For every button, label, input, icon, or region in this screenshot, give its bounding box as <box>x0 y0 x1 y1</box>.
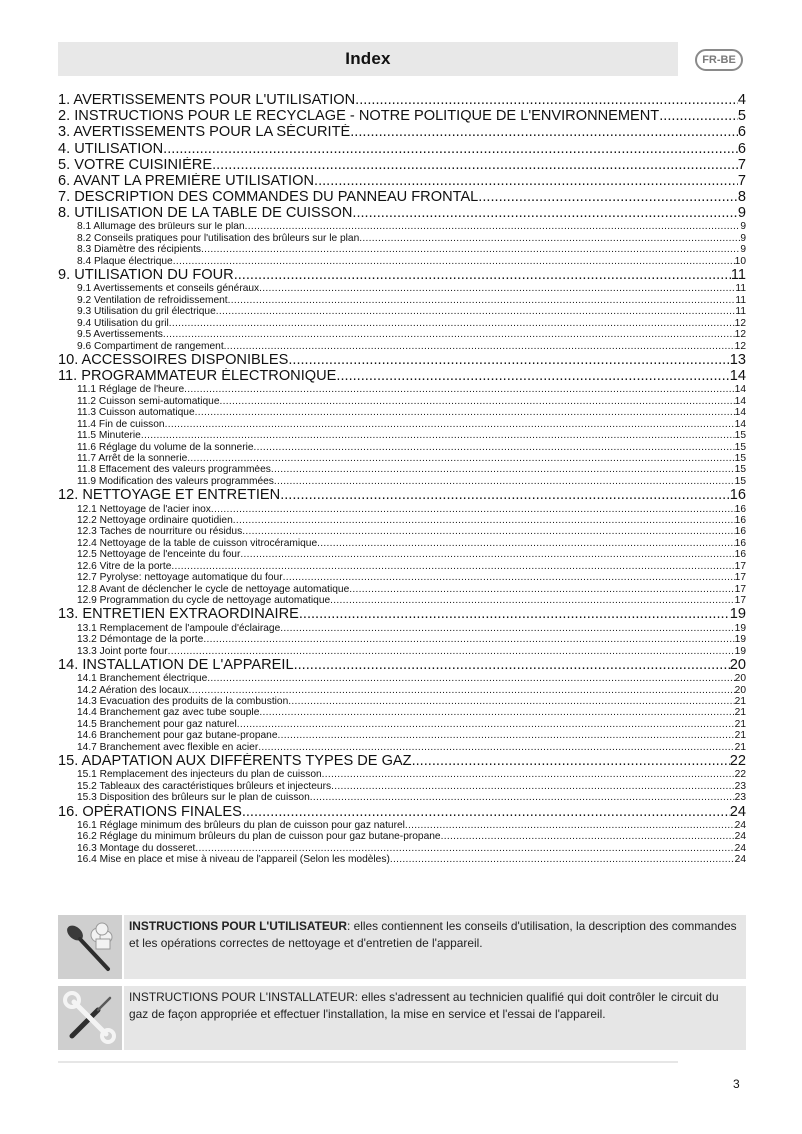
toc-dot-leader <box>173 256 735 267</box>
spoon-chef-icon <box>58 915 122 979</box>
toc-dot-leader <box>288 696 734 707</box>
toc-page-number: 5 <box>737 108 746 125</box>
toc-dot-leader <box>274 476 735 487</box>
toc-entry-title: 15.3 Disposition des brûleurs sur le plan de cuisson <box>77 792 310 804</box>
toc-entry-title: 7. DESCRIPTION DES COMMANDES DU PANNEAU FRONTAL <box>58 189 479 206</box>
toc-section <box>58 538 746 549</box>
toc-section <box>58 730 746 741</box>
user-instructions-note <box>58 915 746 979</box>
toc-section <box>58 843 746 854</box>
toc-entry-title: 11.4 Fin de cuisson <box>77 418 165 430</box>
toc-section <box>58 673 746 684</box>
toc-entry-title: 13.3 Joint porte four <box>77 645 168 657</box>
toc-chapter <box>58 92 746 108</box>
toc-dot-leader <box>242 804 730 820</box>
toc-section <box>58 233 746 244</box>
toc-entry-title: 15.1 Remplacement des injecteurs du plan de cuisson <box>77 769 322 781</box>
toc-section <box>58 572 746 583</box>
toc-page-number: 17 <box>734 595 746 607</box>
toc-entry-title: 12.7 Pyrolyse: nettoyage automatique du four <box>77 572 283 584</box>
toc-entry-title: 13.2 Démontage de la porte <box>77 634 204 646</box>
toc-entry-title: 14.3 Évacuation des produits de la combustion <box>77 696 289 708</box>
toc-entry-title: 16.2 Réglage du minimum brûleurs du plan de cuisson pour gaz butane-propane <box>77 831 441 843</box>
toc-page-number: 15 <box>734 475 746 487</box>
toc-dot-leader <box>405 820 735 831</box>
toc-page-number: 7 <box>737 156 746 173</box>
toc-dot-leader <box>169 318 735 329</box>
toc-page-number: 10 <box>734 255 746 267</box>
toc-entry-title: 12.8 Avant de déclencher le cycle de nettoyage automatique <box>77 583 350 595</box>
toc-dot-leader <box>441 831 735 842</box>
toc-dot-leader <box>216 306 736 317</box>
toc-entry-title: 16.1 Réglage minimum des brûleurs du plan de cuisson pour gaz naturel <box>77 819 405 831</box>
toc-page-number: 16 <box>734 549 746 561</box>
toc-entry-title: 9.1 Avertissements et conseils généraux <box>77 283 260 295</box>
toc-page-number: 12 <box>734 340 746 352</box>
toc-page-number: 21 <box>734 741 746 753</box>
toc-entry-title: 12.4 Nettoyage de la table de cuisson vitrocéramique <box>77 537 318 549</box>
toc-page-number: 21 <box>734 696 746 708</box>
toc-page-number: 11 <box>735 283 746 295</box>
toc-section <box>58 820 746 831</box>
toc-section <box>58 442 746 453</box>
toc-section <box>58 549 746 560</box>
toc-page-number: 14 <box>734 395 746 407</box>
toc-entry-title: 13.1 Remplacement de l'ampoule d'éclairage <box>77 622 281 634</box>
toc-section <box>58 854 746 865</box>
toc-section <box>58 719 746 730</box>
toc-chapter <box>58 487 746 503</box>
toc-entry-title: 15.2 Tableaux des caractéristiques brûleurs et injecteurs <box>77 780 332 792</box>
toc-dot-leader <box>203 634 734 645</box>
toc-page-number: 16 <box>734 503 746 515</box>
toc-page-number: 20 <box>734 684 746 696</box>
user-instructions-body: : elles contiennent les conseils d'utilisation, la description des commandes et les opérations correctes de nettoyage et d'entretien de l'appareil. <box>129 919 737 950</box>
toc-entry-title: 14.1 Branchement électrique <box>77 673 208 685</box>
toc-section <box>58 696 746 707</box>
toc-page-number: 19 <box>729 606 746 623</box>
toc-dot-leader <box>211 504 735 515</box>
toc-chapter <box>58 141 746 157</box>
toc-section <box>58 781 746 792</box>
toc-dot-leader <box>163 141 738 157</box>
toc-page-number: 20 <box>729 657 746 673</box>
page-title: Index <box>345 49 391 68</box>
toc-section <box>58 306 746 317</box>
toc-dot-leader <box>280 487 730 503</box>
toc-entry-title: 11.8 Effacement des valeurs programmées <box>77 464 271 476</box>
toc-section <box>58 623 746 634</box>
toc-section <box>58 595 746 606</box>
installer-instructions-text: INSTRUCTIONS POUR L'INSTALLATEUR: elles s'adressent au technicien qualifié qui doit contrôler le circuit du gaz de façon appropriée et effectuer l'installation, la mise en service et l'essai de l'appareil. <box>124 986 746 1050</box>
toc-dot-leader <box>195 843 734 854</box>
toc-section <box>58 561 746 572</box>
toc-dot-leader <box>245 222 741 233</box>
toc-entry-title: 9.4 Utilisation du gril <box>77 317 169 329</box>
toc-section <box>58 685 746 696</box>
toc-page-number: 7 <box>737 172 746 189</box>
toc-section <box>58 634 746 645</box>
toc-page-number: 21 <box>734 718 746 730</box>
toc-page-number: 24 <box>734 831 746 843</box>
toc-page-number: 24 <box>734 819 746 831</box>
toc-section <box>58 329 746 340</box>
toc-dot-leader <box>228 295 736 306</box>
toc-section <box>58 283 746 294</box>
toc-dot-leader <box>234 267 731 283</box>
toc-dot-leader <box>355 92 738 108</box>
toc-dot-leader <box>299 607 730 623</box>
toc-entry-title: 13. ENTRETIEN EXTRAORDINAIRE <box>58 606 299 623</box>
toc-chapter <box>58 753 746 769</box>
toc-entry-title: 12.1 Nettoyage de l'acier inox <box>77 503 211 515</box>
toc-entry-title: 11. PROGRAMMATEUR ÉLECTRONIQUE <box>58 368 337 385</box>
toc-dot-leader <box>278 730 735 741</box>
toc-dot-leader <box>212 157 738 173</box>
toc-page-number: 21 <box>734 707 746 719</box>
toc-entry-title: 5. VOTRE CUISINIÈRE <box>58 156 213 173</box>
toc-entry-title: 4. UTILISATION <box>58 140 164 157</box>
toc-section <box>58 584 746 595</box>
toc-entry-title: 16. OPÉRATIONS FINALES <box>58 803 242 820</box>
toc-section <box>58 407 746 418</box>
toc-page-number: 21 <box>734 730 746 742</box>
toc-chapter <box>58 157 746 173</box>
toc-section <box>58 419 746 430</box>
toc-entry-title: 10. ACCESSOIRES DISPONIBLES <box>58 352 289 369</box>
toc-page-number: 19 <box>734 645 746 657</box>
tools-icon <box>58 986 122 1050</box>
toc-dot-leader <box>322 769 735 780</box>
toc-section <box>58 222 746 233</box>
toc-dot-leader <box>258 742 734 753</box>
toc-page-number: 17 <box>734 572 746 584</box>
toc-entry-title: 14. INSTALLATION DE L'APPAREIL <box>58 657 294 673</box>
toc-page-number: 12 <box>734 329 746 341</box>
toc-dot-leader <box>352 205 737 221</box>
toc-section <box>58 792 746 803</box>
toc-page-number: 20 <box>734 673 746 685</box>
toc-page-number: 9 <box>740 232 746 244</box>
toc-dot-leader <box>240 549 734 560</box>
toc-page-number: 15 <box>734 430 746 442</box>
toc-page-number: 14 <box>734 407 746 419</box>
toc-page-number: 16 <box>729 487 746 504</box>
toc-dot-leader <box>141 430 735 441</box>
toc-entry-title: 12. NETTOYAGE ET ENTRETIEN <box>58 487 281 504</box>
toc-page-number: 23 <box>734 780 746 792</box>
toc-page-number: 16 <box>734 515 746 526</box>
toc-chapter <box>58 189 746 205</box>
toc-dot-leader <box>288 352 729 368</box>
toc-section <box>58 384 746 395</box>
toc-dot-leader <box>220 396 735 407</box>
toc-section <box>58 708 746 719</box>
toc-entry-title: 12.9 Programmation du cycle de nettoyage automatique <box>77 595 331 607</box>
toc-entry-title: 8.4 Plaque électrique <box>77 255 173 267</box>
toc-section <box>58 465 746 476</box>
toc-entry-title: 9.6 Compartiment de rangement <box>77 340 224 352</box>
toc-page-number: 6 <box>737 124 746 141</box>
toc-dot-leader <box>242 526 734 537</box>
toc-dot-leader <box>317 538 735 549</box>
toc-chapter <box>58 173 746 189</box>
toc-page-number: 15 <box>734 453 746 465</box>
toc-dot-leader <box>163 329 735 340</box>
toc-page-number: 8 <box>737 189 746 206</box>
toc-entry-title: 8.2 Conseils pratiques pour l'utilisation des brûleurs sur le plan <box>77 232 360 244</box>
toc-section <box>58 256 746 267</box>
toc-chapter <box>58 804 746 820</box>
toc-page-number: 17 <box>734 583 746 595</box>
toc-page-number: 11 <box>735 294 746 306</box>
toc-section <box>58 396 746 407</box>
toc-section <box>58 318 746 329</box>
toc-dot-leader <box>259 708 734 719</box>
toc-dot-leader <box>294 657 730 673</box>
toc-page-number: 19 <box>734 634 746 646</box>
toc-section <box>58 526 746 537</box>
toc-chapter <box>58 108 746 124</box>
toc-entry-title: 2. INSTRUCTIONS POUR LE RECYCLAGE - NOTRE POLITIQUE DE L'ENVIRONNEMENT <box>58 108 660 125</box>
toc-entry-title: 6. AVANT LA PREMIÈRE UTILISATION <box>58 172 315 189</box>
toc-page-number: 24 <box>734 854 746 866</box>
toc-entry-title: 12.3 Taches de nourriture ou résidus <box>77 526 243 538</box>
toc-page-number: 22 <box>734 769 746 781</box>
toc-chapter <box>58 607 746 623</box>
toc-page-number: 24 <box>729 803 746 820</box>
toc-dot-leader <box>280 623 734 634</box>
toc-entry-title: 12.6 Vitre de la porte <box>77 560 172 572</box>
toc-dot-leader <box>330 595 735 606</box>
toc-entry-title: 11.1 Réglage de l'heure <box>77 384 185 396</box>
toc-entry-title: 1. AVERTISSEMENTS POUR L'UTILISATION <box>58 92 356 108</box>
toc-dot-leader <box>271 465 735 476</box>
user-instructions-title: INSTRUCTIONS POUR L'UTILISATEUR <box>129 919 347 933</box>
toc-chapter <box>58 267 746 283</box>
toc-dot-leader <box>165 419 735 430</box>
toc-dot-leader <box>310 792 735 803</box>
toc-dot-leader <box>350 124 738 140</box>
toc-page-number: 16 <box>734 537 746 549</box>
toc-page-number: 14 <box>729 368 746 385</box>
toc-entry-title: 9.2 Ventilation de refroidissement <box>77 294 228 306</box>
installer-instructions-note <box>58 986 746 1050</box>
toc-dot-leader <box>359 233 740 244</box>
toc-entry-title: 12.2 Nettoyage ordinaire quotidien <box>77 515 233 526</box>
toc-chapter <box>58 124 746 140</box>
toc-dot-leader <box>659 108 738 124</box>
toc-dot-leader <box>168 646 735 657</box>
toc-entry-title: 11.7 Arrêt de la sonnerie <box>77 453 188 465</box>
toc-section <box>58 341 746 352</box>
toc-chapter <box>58 205 746 221</box>
table-of-contents <box>58 92 746 866</box>
toc-page-number: 23 <box>734 792 746 804</box>
toc-page-number: 11 <box>730 267 746 284</box>
toc-page-number: 12 <box>734 317 746 329</box>
toc-section <box>58 430 746 441</box>
toc-page-number: 19 <box>734 622 746 634</box>
toc-entry-title: 14.7 Branchement avec flexible en acier <box>77 741 259 753</box>
toc-dot-leader <box>349 584 734 595</box>
toc-entry-title: 14.6 Branchement pour gaz butane-propane <box>77 730 278 742</box>
toc-dot-leader <box>189 685 735 696</box>
toc-section <box>58 453 746 464</box>
toc-dot-leader <box>207 673 734 684</box>
toc-page-number: 15 <box>734 464 746 476</box>
toc-dot-leader <box>224 341 735 352</box>
toc-dot-leader <box>195 407 735 418</box>
toc-dot-leader <box>478 189 738 205</box>
toc-section <box>58 646 746 657</box>
toc-entry-title: 8. UTILISATION DE LA TABLE DE CUISSON <box>58 205 353 222</box>
toc-dot-leader <box>283 572 735 583</box>
user-instructions-text <box>124 915 746 979</box>
toc-entry-title: 8.3 Diamètre des récipients <box>77 244 202 256</box>
toc-page-number: 6 <box>737 140 746 157</box>
toc-chapter <box>58 657 746 673</box>
footer-divider <box>58 1061 678 1063</box>
toc-entry-title: 16.4 Mise en place et mise à niveau de l'appareil (Selon les modèles) <box>77 854 390 866</box>
toc-dot-leader <box>171 561 734 572</box>
toc-dot-leader <box>254 442 735 453</box>
toc-chapter <box>58 368 746 384</box>
toc-entry-title: 11.2 Cuisson semi-automatique <box>77 395 220 407</box>
toc-page-number: 9 <box>737 205 746 222</box>
toc-page-number: 17 <box>734 560 746 572</box>
toc-dot-leader <box>233 515 735 526</box>
toc-dot-leader <box>259 283 735 294</box>
toc-dot-leader <box>314 173 738 189</box>
toc-page-number: 14 <box>734 418 746 430</box>
toc-section <box>58 476 746 487</box>
toc-dot-leader <box>187 453 734 464</box>
toc-section <box>58 769 746 780</box>
toc-section <box>58 742 746 753</box>
toc-entry-title: 11.3 Cuisson automatique <box>77 407 195 419</box>
toc-dot-leader <box>201 244 740 255</box>
toc-entry-title: 14.2 Aération des locaux <box>77 684 189 696</box>
toc-entry-title: 16.3 Montage du dosseret <box>77 842 196 854</box>
toc-section <box>58 831 746 842</box>
toc-entry-title: 9.3 Utilisation du gril électrique <box>77 306 216 318</box>
toc-page-number: 13 <box>729 352 746 369</box>
toc-section <box>58 515 746 526</box>
toc-entry-title: 14.4 Branchement gaz avec tube souple <box>77 707 260 719</box>
toc-page-number: 11 <box>735 306 746 318</box>
toc-dot-leader <box>390 854 735 865</box>
toc-dot-leader <box>336 368 729 384</box>
toc-entry-title: 3. AVERTISSEMENTS POUR LA SÉCURITÉ <box>58 124 351 141</box>
toc-page-number: 9 <box>740 244 746 256</box>
toc-page-number: 24 <box>734 842 746 854</box>
toc-entry-title: 9.5 Avertissements <box>77 329 163 341</box>
toc-entry-title: 11.9 Modification des valeurs programmées <box>77 475 274 487</box>
toc-entry-title: 15. ADAPTATION AUX DIFFÉRENTS TYPES DE GAZ <box>58 753 412 770</box>
toc-page-number: 15 <box>734 441 746 453</box>
toc-entry-title: 9. UTILISATION DU FOUR <box>58 267 234 284</box>
toc-entry-title: 8.1 Allumage des brûleurs sur le plan <box>77 221 245 233</box>
language-badge: FR-BE <box>695 49 743 71</box>
page-number: 3 <box>733 1077 740 1091</box>
toc-page-number: 22 <box>729 753 746 770</box>
toc-section <box>58 244 746 255</box>
toc-page-number: 14 <box>734 384 746 396</box>
toc-dot-leader <box>331 781 735 792</box>
toc-entry-title: 14.5 Branchement pour gaz naturel <box>77 718 237 730</box>
header-bar <box>58 42 678 76</box>
toc-entry-title: 11.6 Réglage du volume de la sonnerie <box>77 441 254 453</box>
toc-section <box>58 504 746 515</box>
toc-page-number: 9 <box>740 221 746 233</box>
toc-dot-leader <box>184 384 735 395</box>
toc-dot-leader <box>412 753 730 769</box>
toc-page-number: 16 <box>734 526 746 538</box>
toc-dot-leader <box>237 719 735 730</box>
toc-entry-title: 12.5 Nettoyage de l'enceinte du four <box>77 549 241 561</box>
toc-page-number: 4 <box>737 92 746 108</box>
toc-section <box>58 295 746 306</box>
toc-entry-title: 11.5 Minuterie <box>77 430 141 442</box>
toc-chapter <box>58 352 746 368</box>
